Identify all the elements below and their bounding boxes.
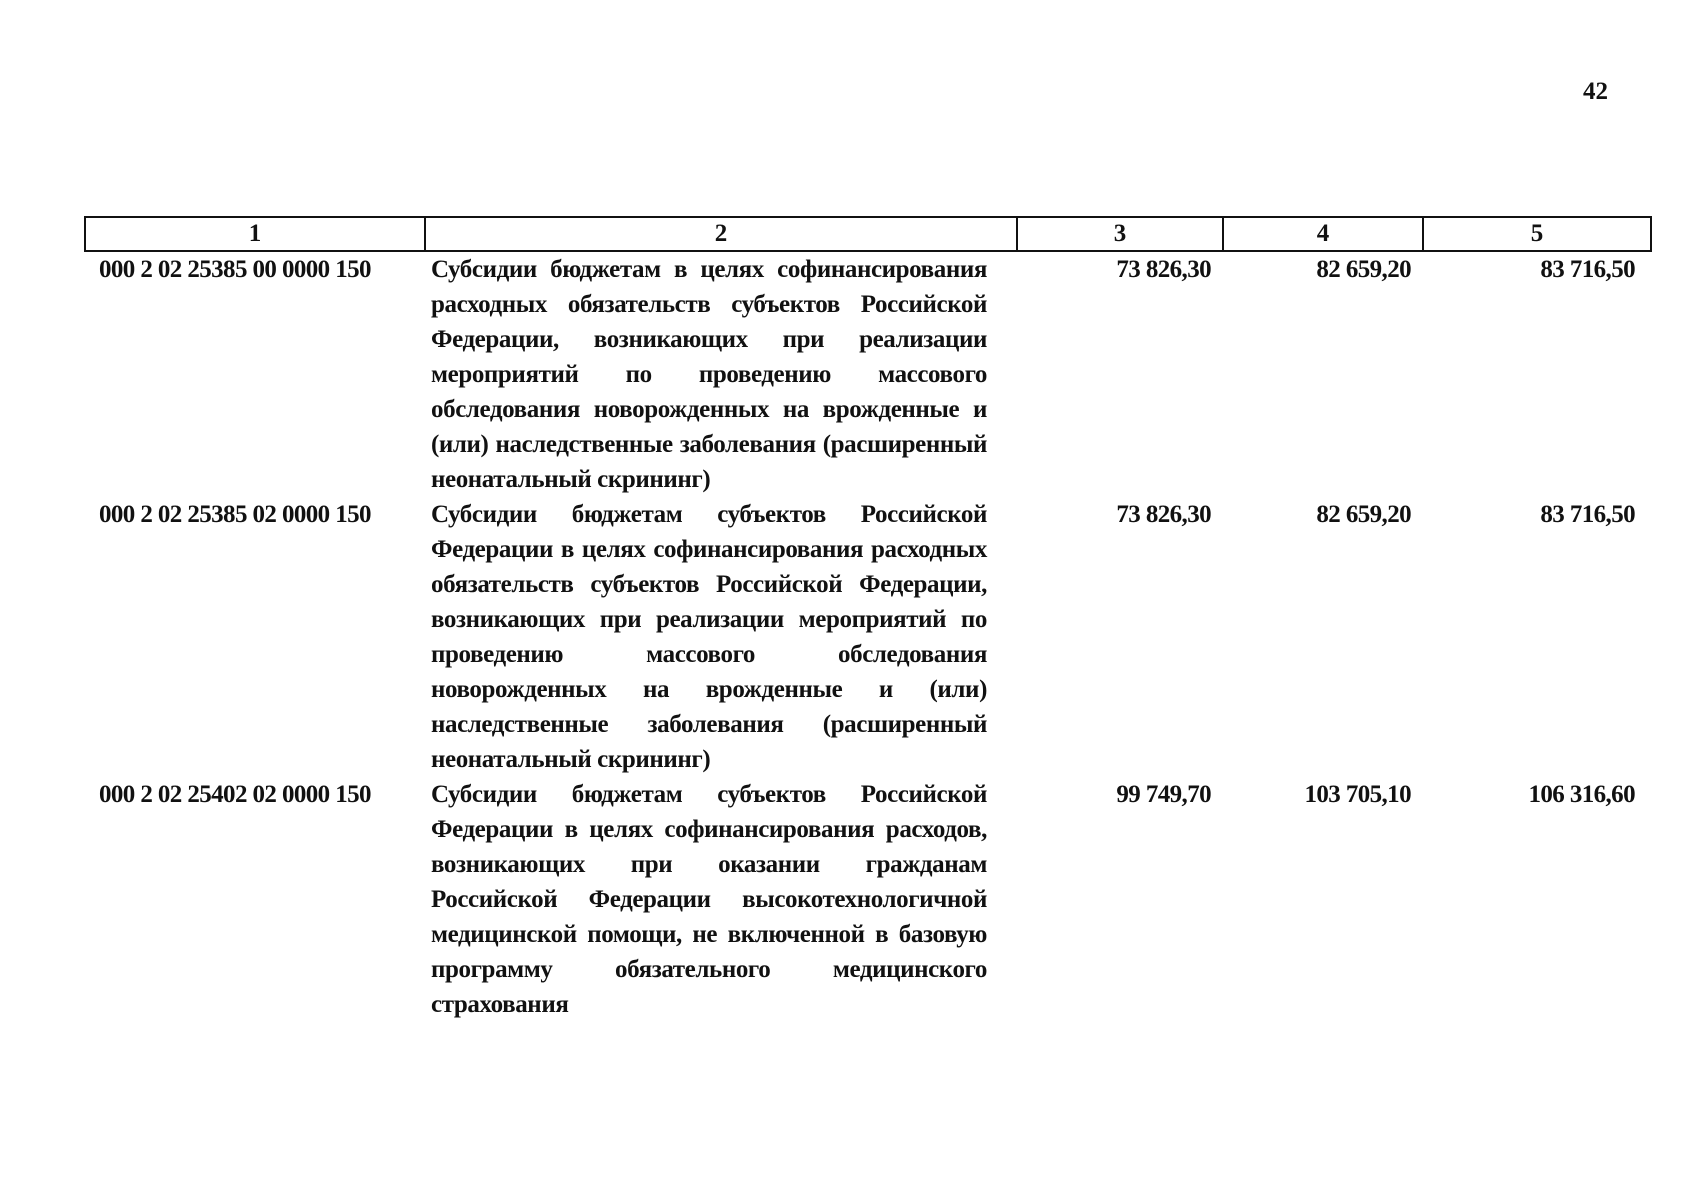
amount-col3: 73 826,30 [1116, 256, 1211, 283]
subsidy-description: Субсидии бюджетам субъектов Российской Федерации в целях софинансирования расходных обязательств субъектов Российской Федерации, возникающих при реализации мероприятий по проведению массового обследования новорожденных на врожденные и (или) наследственные заболевания (расширенный неонатальный скрининг) [431, 501, 987, 773]
table-row [85, 777, 1651, 1022]
header-cell-2: 2 [425, 217, 1017, 251]
table-row [85, 251, 1651, 497]
header-cell-3: 3 [1017, 217, 1223, 251]
table-header [85, 217, 1651, 251]
amount-col5: 83 716,50 [1540, 501, 1635, 528]
header-cell-4: 4 [1223, 217, 1423, 251]
table-row [85, 497, 1651, 777]
amount-col3: 73 826,30 [1116, 501, 1211, 528]
budget-table [84, 216, 1652, 1022]
amount-col5: 106 316,60 [1528, 781, 1635, 808]
header-cell-5: 5 [1423, 217, 1651, 251]
amount-col4: 82 659,20 [1316, 256, 1411, 283]
amount-col4: 82 659,20 [1316, 501, 1411, 528]
subsidy-description: Субсидии бюджетам субъектов Российской Федерации в целях софинансирования расходов, возникающих при оказании гражданам Российской Федерации высокотехнологичной медицинской помощи, не включенной в базовую программу обязательного медицинского страхования [431, 781, 987, 1018]
budget-code: 000 2 02 25385 00 0000 150 [99, 256, 371, 283]
header-cell-1: 1 [85, 217, 425, 251]
amount-col4: 103 705,10 [1304, 781, 1411, 808]
amount-col5: 83 716,50 [1540, 256, 1635, 283]
header-row [85, 217, 1651, 251]
page-number: 42 [1583, 78, 1608, 105]
amount-col3: 99 749,70 [1116, 781, 1211, 808]
subsidy-description: Субсидии бюджетам в целях софинансирования расходных обязательств субъектов Российской Федерации, возникающих при реализации мероприятий по проведению массового обследования новорожденных на врожденные и (или) наследственные заболевания (расширенный неонатальный скрининг) [431, 256, 987, 493]
budget-code: 000 2 02 25402 02 0000 150 [99, 781, 371, 808]
budget-code: 000 2 02 25385 02 0000 150 [99, 501, 371, 528]
table-body [85, 251, 1651, 1022]
